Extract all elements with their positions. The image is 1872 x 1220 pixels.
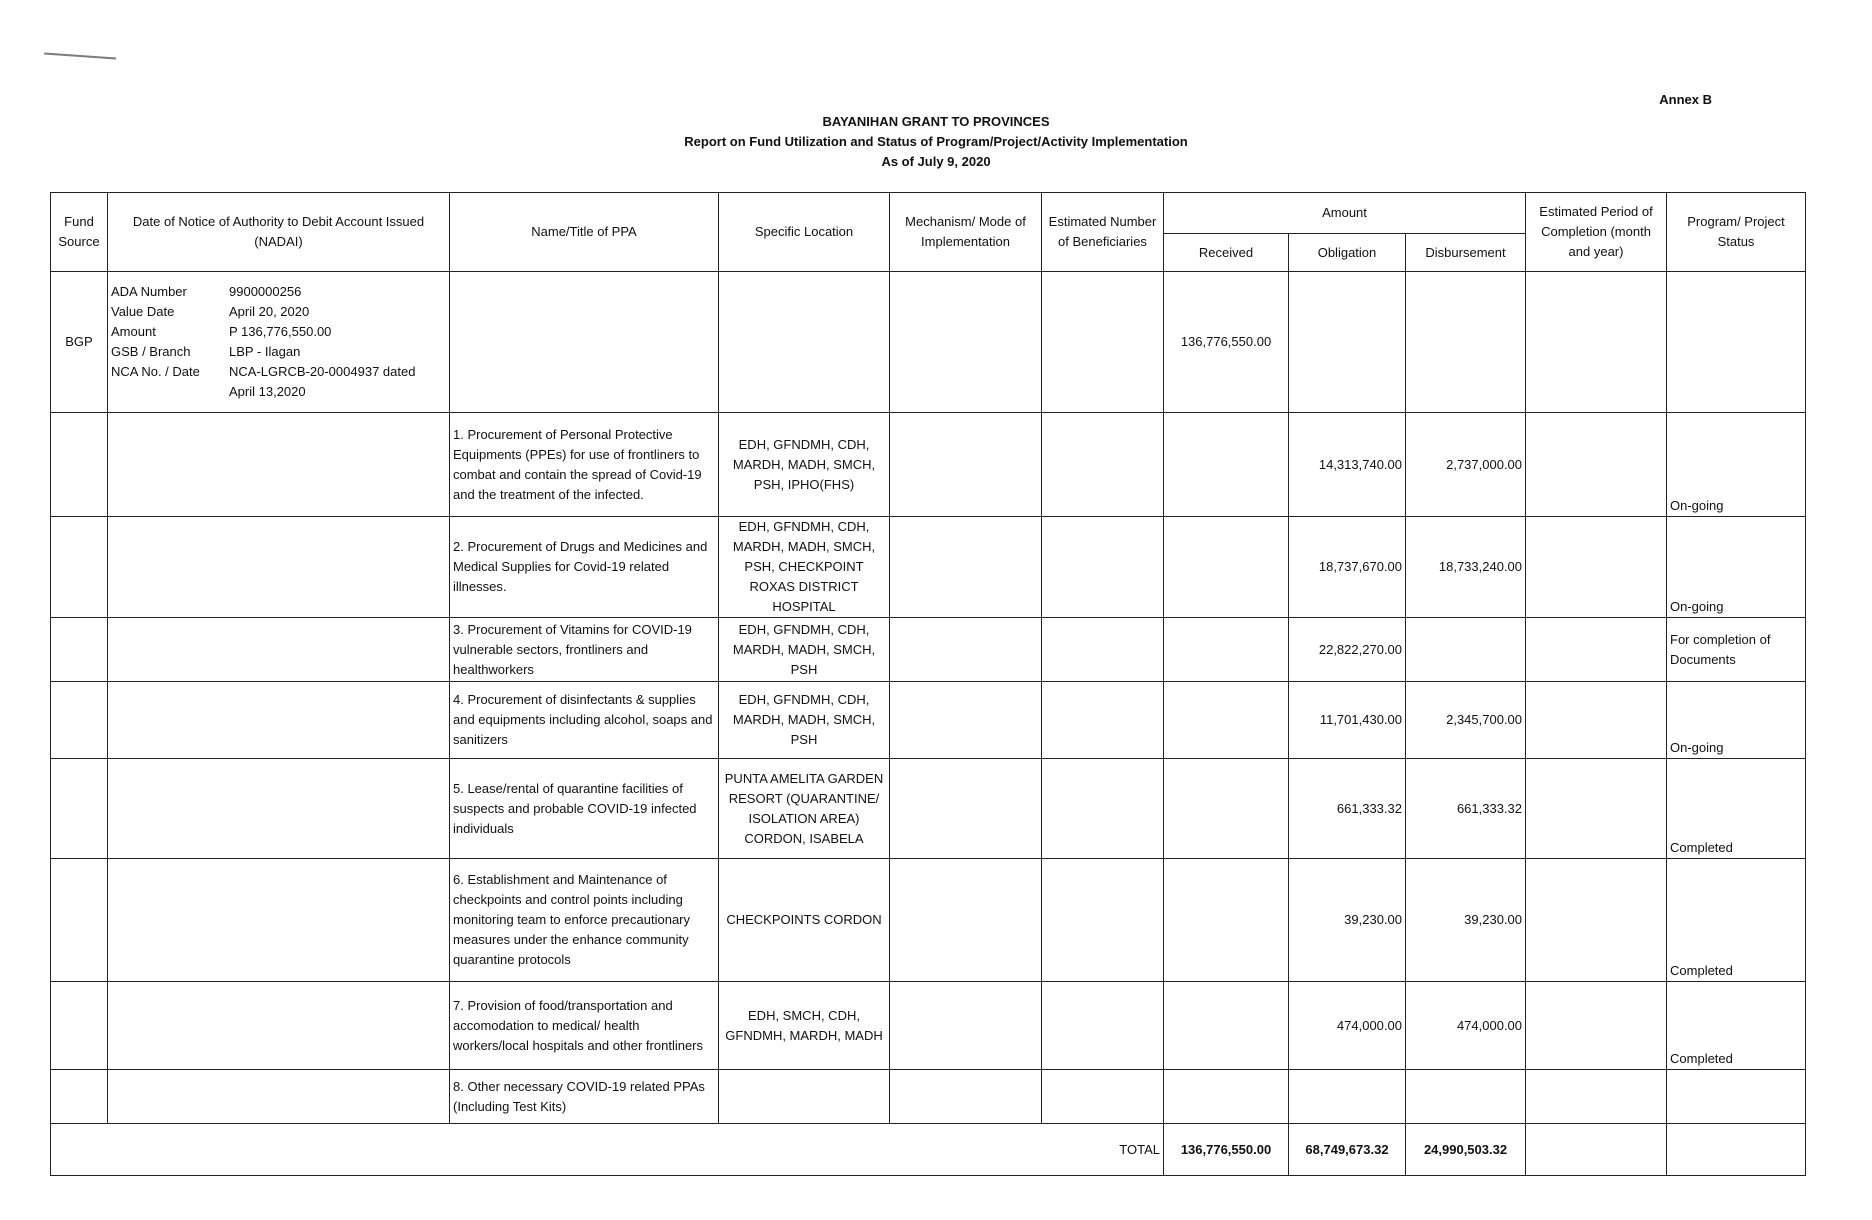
empty-cell [1164,517,1289,618]
empty-cell [890,859,1042,982]
disbursement-cell: 661,333.32 [1406,759,1526,859]
empty-cell [1164,618,1289,682]
empty-cell [1526,759,1667,859]
nadai-value: April 20, 2020 [229,304,310,319]
empty-cell [108,618,450,682]
location-cell: EDH, GFNDMH, CDH, MARDH, MADH, SMCH, PSH, CHECKPOINT ROXAS DISTRICT HOSPITAL [719,517,890,618]
obligation-cell: 22,822,270.00 [1289,618,1406,682]
table-row-total [51,1124,1806,1176]
obligation-cell: 661,333.32 [1289,759,1406,859]
empty-cell [51,618,108,682]
empty-cell [450,272,719,413]
col-beneficiaries: Estimated Number of Beneficiaries [1042,193,1164,272]
status-cell: Completed [1667,982,1806,1070]
empty-cell [1667,272,1806,413]
obligation-cell: 474,000.00 [1289,982,1406,1070]
empty-cell [1042,982,1164,1070]
empty-cell [108,413,450,517]
empty-cell [1164,682,1289,759]
empty-cell [1164,1070,1289,1124]
empty-cell [1042,759,1164,859]
ppa-name-cell: 5. Lease/rental of quarantine facilities of suspects and probable COVID-19 infected individuals [450,759,719,859]
empty-cell [108,1070,450,1124]
col-mechanism: Mechanism/ Mode of Implementation [890,193,1042,272]
nadai-label: Amount [111,324,156,339]
col-disbursement: Disbursement [1406,234,1526,272]
empty-cell [1289,272,1406,413]
empty-cell [51,517,108,618]
empty-cell [1526,618,1667,682]
nadai-label: ADA Number [111,284,187,299]
empty-cell [1164,982,1289,1070]
empty-cell [890,517,1042,618]
nadai-value: LBP - Ilagan [229,344,301,359]
status-cell: On-going [1667,413,1806,517]
empty-cell [108,682,450,759]
empty-cell [51,413,108,517]
empty-cell [890,413,1042,517]
empty-cell [1042,859,1164,982]
ppa-name-cell: 3. Procurement of Vitamins for COVID-19 vulnerable sectors, frontliners and healthworkers [450,618,719,682]
table-row-ppa-3 [51,618,1806,682]
col-status: Program/ Project Status [1667,193,1806,272]
empty-cell [51,859,108,982]
empty-cell [1526,859,1667,982]
location-cell: EDH, GFNDMH, CDH, MARDH, MADH, SMCH, PSH, IPHO(FHS) [719,413,890,517]
table-row-ppa-8 [51,1070,1806,1124]
ppa-name-cell: 7. Provision of food/transportation and accomodation to medical/ health workers/local hospitals and other frontliners [450,982,719,1070]
empty-cell [890,272,1042,413]
empty-cell [108,859,450,982]
obligation-cell: 39,230.00 [1289,859,1406,982]
nadai-details [111,282,446,402]
report-header [0,112,1872,172]
total-disbursement: 24,990,503.32 [1406,1124,1526,1176]
total-obligation: 68,749,673.32 [1289,1124,1406,1176]
nadai-label: GSB / Branch [111,344,191,359]
report-date: As of July 9, 2020 [881,154,991,169]
empty-cell [890,759,1042,859]
nadai-label [111,382,229,402]
disbursement-cell: 2,737,000.00 [1406,413,1526,517]
obligation-cell: 14,313,740.00 [1289,413,1406,517]
empty-cell [51,759,108,859]
table-row-ppa-7 [51,982,1806,1070]
ppa-name-cell: 1. Procurement of Personal Protective Equipments (PPEs) for use of frontliners to combat and contain the spread of Covid-19 and the treatment of the infected. [450,413,719,517]
status-cell: Completed [1667,859,1806,982]
empty-cell [1042,682,1164,759]
empty-cell [719,272,890,413]
empty-cell [890,618,1042,682]
table-row-ppa-2 [51,517,1806,618]
empty-cell [1164,859,1289,982]
col-obligation: Obligation [1289,234,1406,272]
empty-cell [1164,413,1289,517]
nadai-label: Value Date [111,304,175,319]
status-cell: Completed [1667,759,1806,859]
empty-cell [1042,413,1164,517]
col-received: Received [1164,234,1289,272]
nadai-value: 9900000256 [229,284,302,299]
obligation-cell [1289,1070,1406,1124]
empty-cell [51,1070,108,1124]
location-cell: EDH, GFNDMH, CDH, MARDH, MADH, SMCH, PSH [719,618,890,682]
nadai-value: April 13,2020 [229,384,306,399]
col-nadai: Date of Notice of Authority to Debit Account Issued (NADAI) [108,193,450,272]
scan-mark [44,52,116,63]
total-label: TOTAL [51,1124,1164,1176]
empty-cell [1164,759,1289,859]
empty-cell [1042,272,1164,413]
obligation-cell: 11,701,430.00 [1289,682,1406,759]
empty-cell [1526,682,1667,759]
col-fund-source: Fund Source [51,193,108,272]
empty-cell [890,1070,1042,1124]
table-row-ppa-6 [51,859,1806,982]
col-location: Specific Location [719,193,890,272]
empty-cell [1406,272,1526,413]
ppa-name-cell: 6. Establishment and Maintenance of checkpoints and control points including monitoring team to enforce precautionary measures under the enhance community quarantine protocols [450,859,719,982]
empty-cell [1667,1124,1806,1176]
location-cell: EDH, SMCH, CDH, GFNDMH, MARDH, MADH [719,982,890,1070]
status-cell: For completion of Documents [1667,618,1806,682]
header-row-1 [51,193,1806,234]
status-cell: On-going [1667,682,1806,759]
status-cell: On-going [1667,517,1806,618]
empty-cell [1526,413,1667,517]
ppa-name-cell: 8. Other necessary COVID-19 related PPAs (Including Test Kits) [450,1070,719,1124]
empty-cell [51,682,108,759]
col-amount: Amount [1164,193,1526,234]
status-cell [1667,1070,1806,1124]
disbursement-cell: 18,733,240.00 [1406,517,1526,618]
empty-cell [1526,272,1667,413]
empty-cell [51,982,108,1070]
table-row-bgp [51,272,1806,413]
disbursement-cell [1406,618,1526,682]
empty-cell [108,517,450,618]
empty-cell [1526,1124,1667,1176]
col-period: Estimated Period of Completion (month and year) [1526,193,1667,272]
nadai-value: P 136,776,550.00 [229,324,332,339]
location-cell [719,1070,890,1124]
ppa-name-cell: 2. Procurement of Drugs and Medicines and Medical Supplies for Covid-19 related illnesses. [450,517,719,618]
empty-cell [1042,618,1164,682]
col-ppa: Name/Title of PPA [450,193,719,272]
empty-cell [108,759,450,859]
location-cell: CHECKPOINTS CORDON [719,859,890,982]
disbursement-cell: 39,230.00 [1406,859,1526,982]
annex-label: Annex B [1659,92,1712,107]
nadai-value: NCA-LGRCB-20-0004937 dated [229,364,416,379]
location-cell: PUNTA AMELITA GARDEN RESORT (QUARANTINE/ ISOLATION AREA) CORDON, ISABELA [719,759,890,859]
received-cell: 136,776,550.00 [1164,272,1289,413]
obligation-cell: 18,737,670.00 [1289,517,1406,618]
disbursement-cell: 2,345,700.00 [1406,682,1526,759]
total-received: 136,776,550.00 [1164,1124,1289,1176]
location-cell: EDH, GFNDMH, CDH, MARDH, MADH, SMCH, PSH [719,682,890,759]
fund-source-cell: BGP [51,272,108,413]
report-subtitle: Report on Fund Utilization and Status of Program/Project/Activity Implementation [684,134,1188,149]
nadai-label: NCA No. / Date [111,364,200,379]
empty-cell [1042,517,1164,618]
nadai-cell [108,272,450,413]
empty-cell [1526,517,1667,618]
empty-cell [1526,1070,1667,1124]
empty-cell [890,682,1042,759]
empty-cell [1042,1070,1164,1124]
ppa-name-cell: 4. Procurement of disinfectants & supplies and equipments including alcohol, soaps and sanitizers [450,682,719,759]
table-row-ppa-1 [51,413,1806,517]
report-table [50,192,1806,1176]
table-row-ppa-4 [51,682,1806,759]
empty-cell [1526,982,1667,1070]
disbursement-cell [1406,1070,1526,1124]
empty-cell [890,982,1042,1070]
disbursement-cell: 474,000.00 [1406,982,1526,1070]
table-row-ppa-5 [51,759,1806,859]
empty-cell [108,982,450,1070]
report-title: BAYANIHAN GRANT TO PROVINCES [822,114,1050,129]
